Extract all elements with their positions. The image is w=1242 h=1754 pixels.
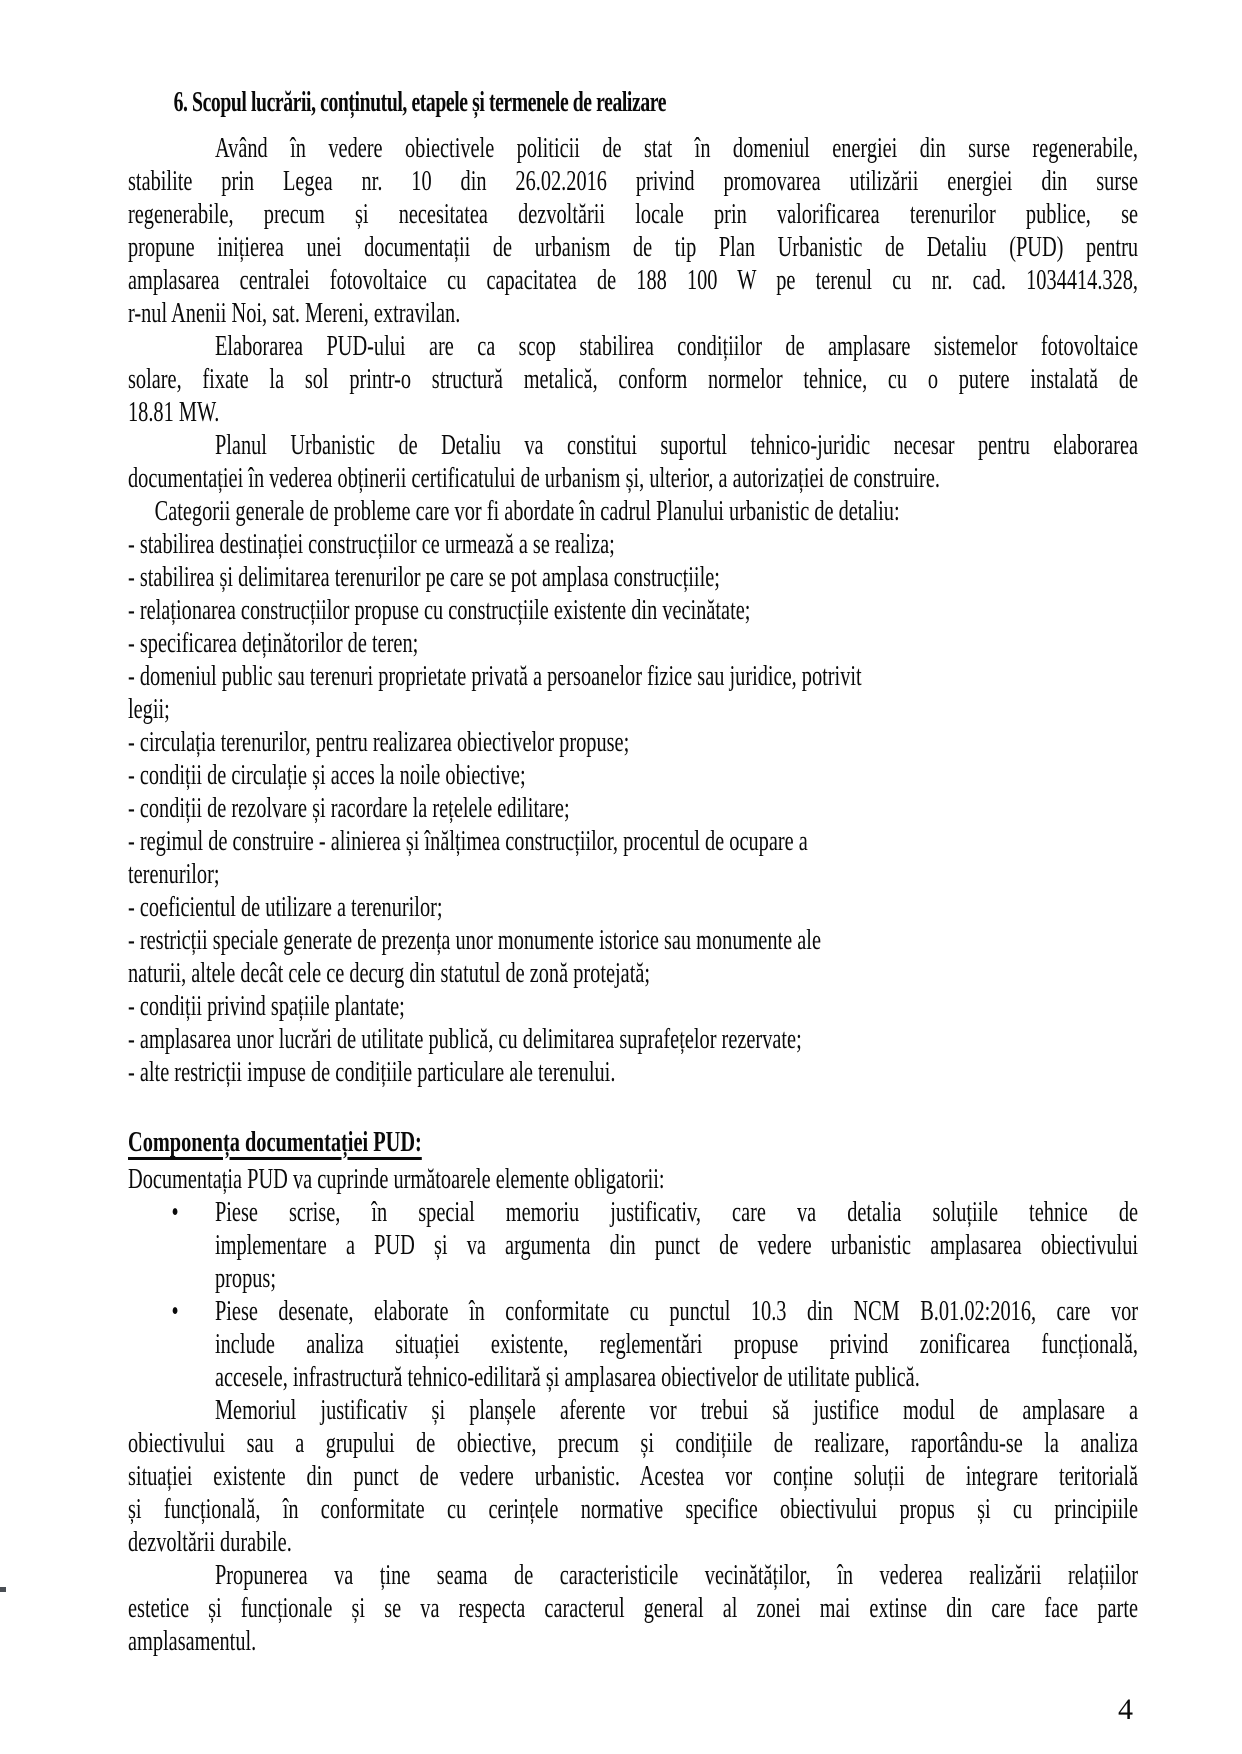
dash-list-line: naturii, altele decât cele ce decurg din statutul de zonă protejată;	[128, 957, 651, 989]
dash-list-line: - regimul de construire - alinierea și înălțimea construcțiilor, procentul de ocupare a	[128, 825, 808, 857]
dash-list-line: legii;	[128, 693, 170, 725]
text-line: și funcțională, în conformitate cu cerințele normative specifice obiectivului propus și cu principiile	[128, 1493, 1139, 1525]
text-line: accesele, infrastructură tehnico-edilitară și amplasarea obiectivelor de utilitate publică.	[214, 1361, 920, 1393]
paragraph-propunerea	[128, 1559, 1138, 1658]
scan-artifact-mark	[0, 1587, 6, 1592]
text-line: Având în vedere obiectivele politicii de stat în domeniul energiei din surse regenerabile,	[214, 132, 1139, 164]
text-line: propune inițierea unei documentații de urbanism de tip Plan Urbanistic de Detaliu (PUD) pentru	[128, 231, 1139, 263]
document-body	[128, 86, 1138, 1658]
dash-list-line: - domeniul public sau terenuri proprietate privată a persoanelor fizice sau juridice, potrivit	[128, 660, 862, 692]
dash-list-line: - condiții de rezolvare și racordare la rețelele edilitare;	[128, 792, 570, 824]
dash-list-line: - relaționarea construcțiilor propuse cu construcțiile existente din vecinătate;	[128, 594, 751, 626]
paragraph-objectives	[128, 132, 1138, 330]
dash-list-line: - specificarea deținătorilor de teren;	[128, 627, 419, 659]
text-line: documentației în vederea obținerii certificatului de urbanism și, ulterior, a autorizației de construire.	[128, 462, 940, 494]
text-line: propus;	[214, 1262, 276, 1294]
text-line: include analiza situației existente, reglementări propuse privind zonificarea funcțională,	[214, 1328, 1139, 1360]
text-line: stabilite prin Legea nr. 10 din 26.02.2016 privind promovarea utilizării energiei din surse	[128, 165, 1139, 197]
text-line: r-nul Anenii Noi, sat. Mereni, extravilan.	[128, 297, 461, 329]
page-number: 4	[1118, 1693, 1133, 1726]
text-line: estetice și funcționale și se va respecta caracterul general al zonei mai extinse din care face parte	[128, 1592, 1139, 1624]
text-line: amplasarea centralei fotovoltaice cu capacitatea de 188 100 W pe terenul cu nr. cad. 1034414.328,	[128, 264, 1139, 296]
dash-list-line: - stabilirea și delimitarea terenurilor pe care se pot amplasa construcțiile;	[128, 561, 720, 593]
text-line: Piese desenate, elaborate în conformitate cu punctul 10.3 din NCM B.01.02:2016, care vor	[214, 1295, 1139, 1327]
dash-list-line: - condiții privind spațiile plantate;	[128, 990, 405, 1022]
bullet-icon: •	[171, 1196, 179, 1228]
paragraph-legal-support	[128, 429, 1138, 495]
text-line: 18.81 MW.	[128, 396, 220, 428]
paragraph-pud-scope	[128, 330, 1138, 429]
bullet-item-written-parts	[128, 1196, 1138, 1295]
dash-list-line: - alte restricții impuse de condițiile particulare ale terenului.	[128, 1056, 616, 1088]
dash-list-line: - stabilirea destinației construcțiilor ce urmează a se realiza;	[128, 528, 615, 560]
componenta-heading: Componența documentației PUD:	[128, 1126, 422, 1158]
text-line: Memoriul justificativ și planșele aferente vor trebui să justifice modul de amplasare a	[214, 1394, 1139, 1426]
componenta-intro: Documentația PUD va cuprinde următoarele elemente obligatorii:	[128, 1163, 665, 1195]
dash-list-line: - circulația terenurilor, pentru realizarea obiectivelor propuse;	[128, 726, 630, 758]
categories-intro: Categorii generale de probleme care vor fi abordate în cadrul Planului urbanistic de detaliu:	[154, 495, 900, 527]
dash-list-line: terenurilor;	[128, 858, 220, 890]
text-line: Propunerea va ține seama de caracteristicile vecinătăților, în vederea realizării relațiilor	[214, 1559, 1139, 1591]
text-line: dezvoltării durabile.	[128, 1526, 292, 1558]
section-heading: 6. Scopul lucrării, conținutul, etapele și termenele de realizare	[173, 87, 667, 118]
paragraph-memoriu	[128, 1394, 1138, 1559]
bullet-item-drawn-parts	[128, 1295, 1138, 1394]
dash-list-line: - restricții speciale generate de prezența unor monumente istorice sau monumente ale	[128, 924, 821, 956]
dash-list-line: - amplasarea unor lucrări de utilitate publică, cu delimitarea suprafețelor rezervate;	[128, 1023, 802, 1055]
text-line: Planul Urbanistic de Detaliu va constitui suportul tehnico-juridic necesar pentru elaborarea	[214, 429, 1139, 461]
text-line: Elaborarea PUD-ului are ca scop stabilirea condițiilor de amplasare sistemelor fotovoltaice	[214, 330, 1139, 362]
text-line: amplasamentul.	[128, 1625, 257, 1657]
dash-list	[128, 528, 1138, 1089]
dash-list-line: - condiții de circulație și acces la noile obiective;	[128, 759, 526, 791]
bullet-icon: •	[171, 1295, 179, 1327]
text-line: Piese scrise, în special memoriu justificativ, care va detalia soluțiile tehnice de	[214, 1196, 1139, 1228]
text-line: obiectivului sau a grupului de obiective, precum și condițiile de realizare, raportându-se la analiza	[128, 1427, 1139, 1459]
text-line: situației existente din punct de vedere urbanistic. Acestea vor conține soluții de integrare teritorială	[128, 1460, 1139, 1492]
text-line: implementare a PUD și va argumenta din punct de vedere urbanistic amplasarea obiectivului	[214, 1229, 1139, 1261]
text-line: regenerabile, precum și necesitatea dezvoltării locale prin valorificarea terenurilor publice, se	[128, 198, 1139, 230]
text-line: solare, fixate la sol printr-o structură metalică, conform normelor tehnice, cu o putere instalată de	[128, 363, 1139, 395]
dash-list-line: - coeficientul de utilizare a terenurilor;	[128, 891, 443, 923]
